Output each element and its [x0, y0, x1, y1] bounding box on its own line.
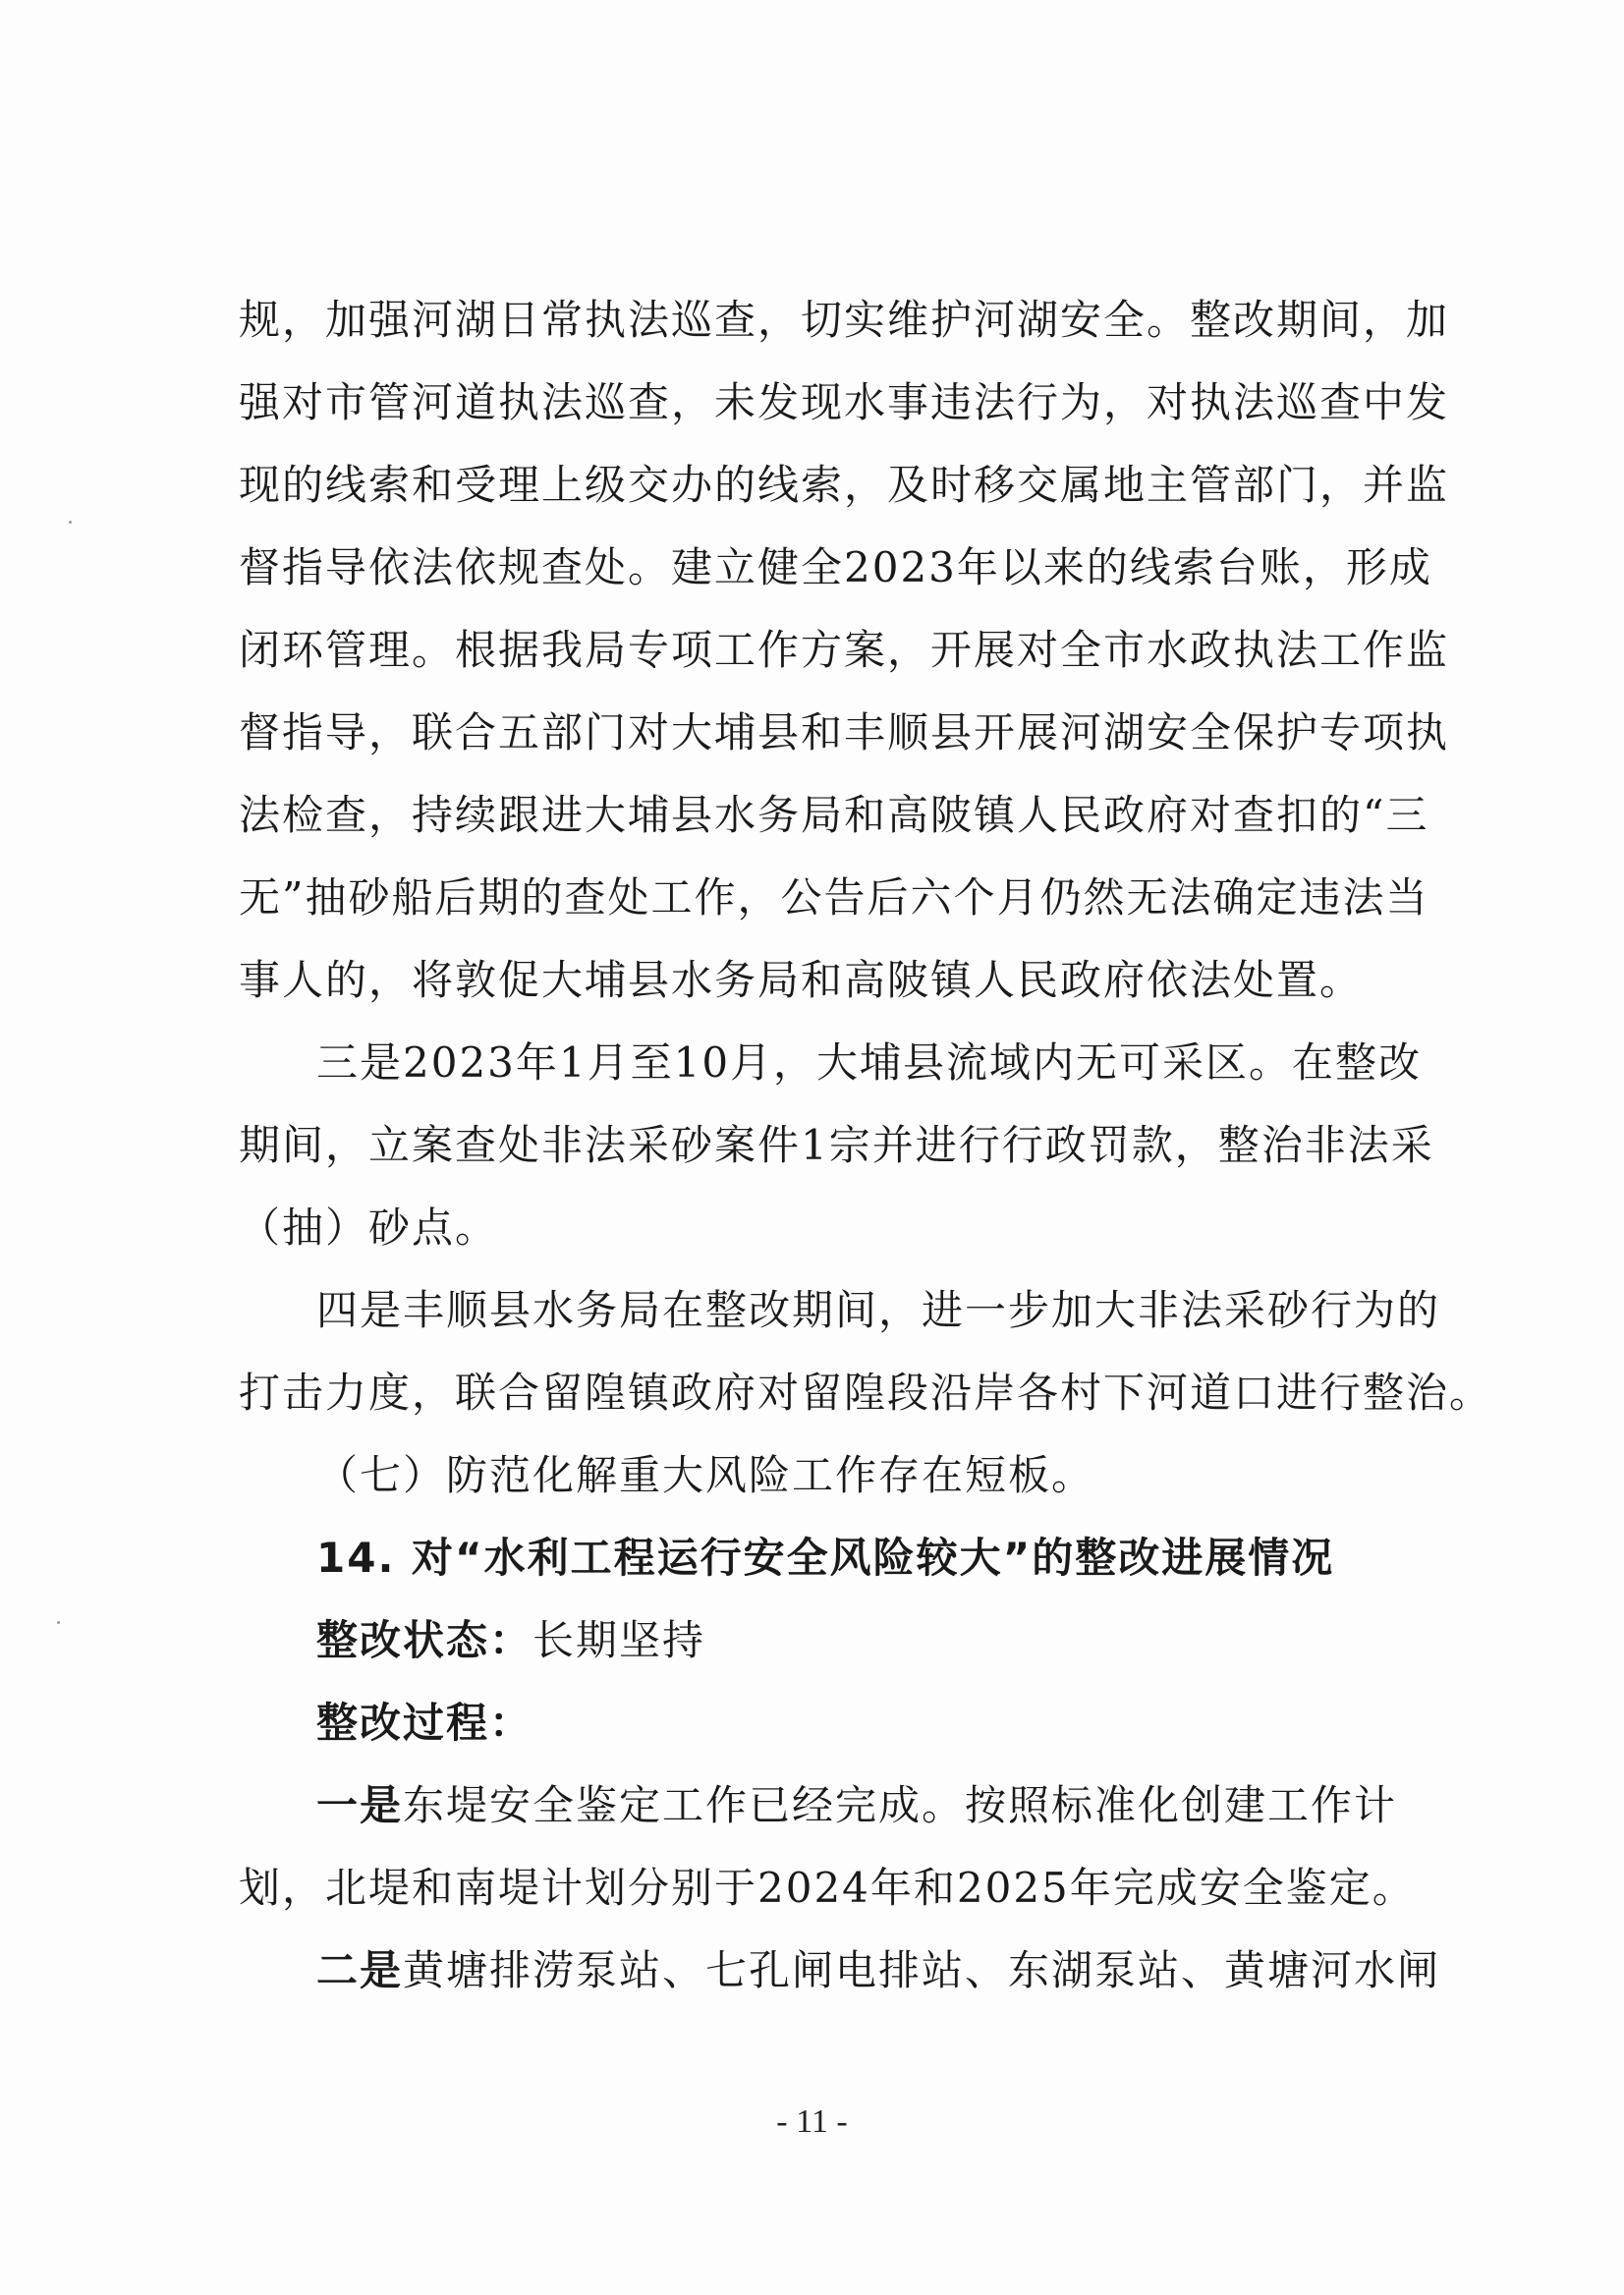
status-label: 整改状态：	[316, 1616, 533, 1664]
status-line	[316, 1615, 1495, 1666]
text-line: 无”抽砂船后期的查处工作，公告后六个月仍然无法确定违法当	[239, 873, 1429, 922]
text-line: 三是2023年1月至10月，大埔县流域内无可采区。在整改	[316, 1038, 1423, 1087]
point-text: 黄塘排涝泵站、七孔闸电排站、东湖泵站、黄塘河水闸	[403, 1946, 1441, 1994]
scan-speck	[69, 521, 72, 524]
point-marker: 一是	[316, 1781, 404, 1829]
page-number: - 11 -	[776, 2103, 848, 2140]
text-line: （抽）砂点。	[239, 1203, 499, 1252]
section-heading: （七）防范化解重大风险工作存在短板。	[316, 1451, 1095, 1499]
text-line: 划，北堤和南堤计划分别于2024年和2025年完成安全鉴定。	[239, 1864, 1416, 1912]
point-text: 东堤安全鉴定工作已经完成。按照标准化创建工作计	[403, 1781, 1398, 1829]
text-line: 四是丰顺县水务局在整改期间，进一步加大非法采砂行为的	[316, 1286, 1441, 1334]
text-line: 督指导依法依规查处。建立健全2023年以来的线索台账，形成	[239, 543, 1432, 591]
process-label: 整改过程：	[316, 1699, 533, 1747]
text-line: 闭环管理。根据我局专项工作方案，开展对全市水政执法工作监	[239, 626, 1450, 674]
text-line: 打击力度，联合留隍镇政府对留隍段沿岸各村下河道口进行整治。	[239, 1369, 1493, 1417]
text-line: 强对市管河道执法巡查，未发现水事违法行为，对执法巡查中发	[239, 378, 1450, 426]
text-line	[316, 1780, 1495, 1831]
text-line: 期间，立案查处非法采砂案件1宗并进行行政罚款，整治非法采	[239, 1121, 1434, 1169]
text-line: 现的线索和受理上级交办的线索，及时移交属地主管部门，并监	[239, 461, 1450, 509]
status-value: 长期坚持	[532, 1616, 706, 1664]
text-line: 法检查，持续跟进大埔县水务局和高陂镇人民政府对查扣的“三	[239, 791, 1429, 839]
point-marker: 二是	[316, 1946, 404, 1994]
text-line: 事人的，将敦促大埔县水务局和高陂镇人民政府依法处置。	[239, 956, 1364, 1004]
item-heading: 14. 对“水利工程运行安全风险较大”的整改进展情况	[316, 1534, 1335, 1582]
scan-speck	[57, 1621, 60, 1624]
text-line	[316, 1945, 1495, 1996]
text-line: 规，加强河湖日常执法巡查，切实维护河湖安全。整改期间，加	[239, 296, 1450, 344]
text-line: 督指导，联合五部门对大埔县和丰顺县开展河湖安全保护专项执	[239, 708, 1450, 756]
